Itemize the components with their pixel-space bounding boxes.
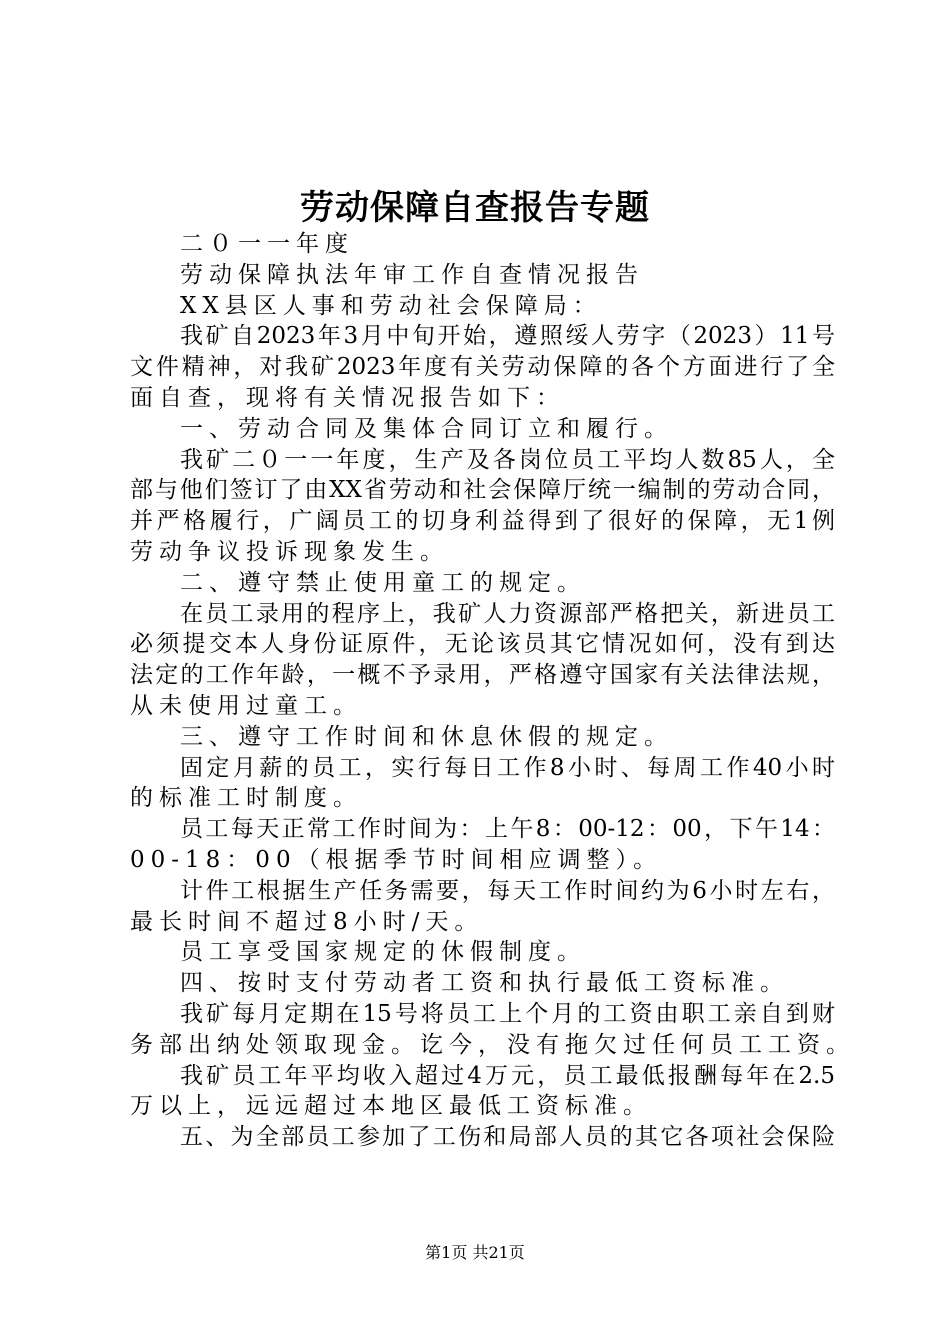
text-line: 00-18：00（根据季节时间相应调整）。 — [130, 846, 663, 873]
text-line: 员工每天正常工作时间为：上午8：00-12：00，下午14： — [180, 816, 835, 843]
text-line: 五、为全部员工参加了工伤和局部人员的其它各项社会保险 — [180, 1124, 835, 1151]
text-line: 二０一一年度 — [180, 231, 354, 257]
text-line: 计件工根据生产任务需要，每天工作时间约为6小时左右， — [180, 877, 835, 904]
text-line: 务部出纳处领取现金。讫今，没有拖欠过任何员工工资。 — [130, 1031, 855, 1058]
text-line: 面自查，现将有关情况报告如下： — [130, 384, 565, 411]
text-line: 我矿二０一一年度，生产及各岗位员工平均人数85人，全 — [180, 446, 835, 473]
text-line: 在员工录用的程序上，我矿人力资源部严格把关，新进员工 — [180, 600, 835, 627]
text-line: 三、遵守工作时间和休息休假的规定。 — [180, 723, 673, 750]
text-line: 最长时间不超过8小时/天。 — [130, 908, 484, 935]
text-line: 必须提交本人身份证原件，无论该员其它情况如何，没有到达 — [130, 631, 835, 658]
document-title: 劳动保障自查报告专题 — [300, 188, 650, 228]
text-line: 法定的工作年龄，一概不予录用，严格遵守国家有关法律法规， — [130, 662, 835, 689]
text-line: 劳动争议投诉现象发生。 — [130, 538, 449, 565]
text-line: 并严格履行，广阔员工的切身利益得到了很好的保障，无1例 — [130, 508, 835, 535]
text-line: XX县区人事和劳动社会保障局： — [180, 292, 602, 319]
page-footer: 第1页 共21页 — [425, 1243, 525, 1262]
text-line: 部与他们签订了由XX省劳动和社会保障厅统一编制的劳动合同， — [130, 477, 835, 504]
text-line: 二、遵守禁止使用童工的规定。 — [180, 569, 586, 596]
text-line: 文件精神，对我矿2023年度有关劳动保障的各个方面进行了全 — [130, 354, 835, 381]
text-line: 我矿自2023年3月中旬开始，遵照绥人劳字（2023）11号 — [180, 323, 835, 350]
text-line: 我矿每月定期在15号将员工上个月的工资由职工亲自到财 — [180, 1000, 835, 1027]
text-line: 从未使用过童工。 — [130, 692, 362, 719]
text-line: 万以上，远远超过本地区最低工资标准。 — [130, 1093, 652, 1120]
text-line: 劳动保障执法年审工作自查情况报告 — [180, 261, 644, 288]
document-body — [130, 229, 855, 1153]
text-line: 我矿员工年平均收入超过4万元，员工最低报酬每年在2.5 — [180, 1062, 835, 1089]
text-line: 一、劳动合同及集体合同订立和履行。 — [180, 415, 673, 442]
text-line: 的标准工时制度。 — [130, 785, 362, 812]
text-line: 固定月薪的员工，实行每日工作8小时、每周工作40小时 — [180, 754, 835, 781]
text-line: 四、按时支付劳动者工资和执行最低工资标准。 — [180, 970, 789, 997]
text-line: 员工享受国家规定的休假制度。 — [180, 939, 586, 966]
